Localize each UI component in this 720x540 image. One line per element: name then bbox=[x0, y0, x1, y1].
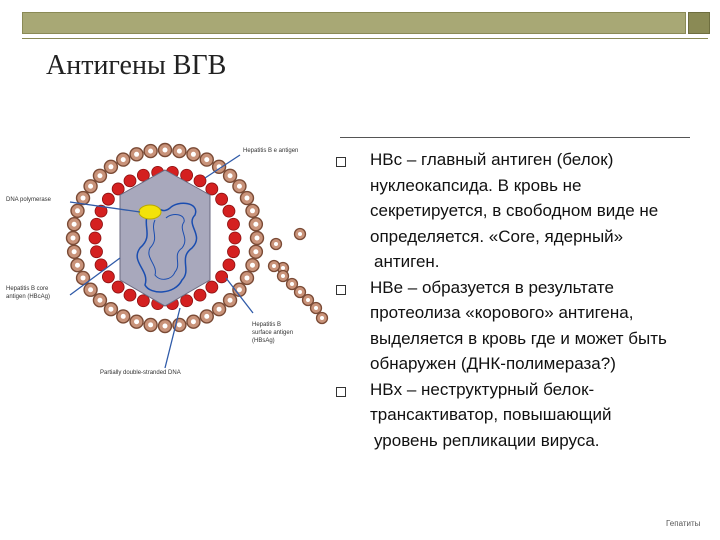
core-protein-bead bbox=[194, 289, 206, 301]
envelope-bead-hole bbox=[148, 322, 153, 327]
surface-antigen-particle-hole bbox=[290, 282, 294, 286]
envelope-bead-hole bbox=[237, 184, 242, 189]
envelope-bead-hole bbox=[75, 263, 80, 268]
top-decor-bar bbox=[22, 12, 686, 34]
envelope-bead-hole bbox=[228, 298, 233, 303]
surface-antigen-particle-hole bbox=[272, 264, 276, 268]
envelope-bead-hole bbox=[250, 263, 255, 268]
envelope-bead-hole bbox=[75, 208, 80, 213]
text-divider bbox=[340, 137, 690, 138]
surface-antigen-particle-hole bbox=[314, 306, 318, 310]
envelope-bead-hole bbox=[81, 196, 86, 201]
envelope-bead-hole bbox=[163, 148, 168, 153]
core-protein-bead bbox=[91, 218, 103, 230]
label-e-antigen: Hepatitis B e antigen bbox=[243, 148, 299, 154]
core-protein-bead bbox=[229, 232, 241, 244]
envelope-bead-hole bbox=[121, 157, 126, 162]
envelope-bead-hole bbox=[191, 319, 196, 324]
bullet-line: обнаружен (ДНК-полимераза?) bbox=[370, 354, 616, 373]
bullet-line: HBx – неструктурный белок- bbox=[370, 379, 595, 399]
envelope-bead-hole bbox=[97, 173, 102, 178]
envelope-bead-hole bbox=[228, 173, 233, 178]
bullet-line: HBe – образуется в результате bbox=[370, 277, 614, 297]
bullet-hbe bbox=[336, 275, 720, 377]
envelope-bead-hole bbox=[88, 184, 93, 189]
top-divider bbox=[22, 38, 708, 39]
envelope-bead-hole bbox=[244, 275, 249, 280]
dna-polymerase-dot bbox=[139, 205, 161, 219]
surface-antigen-particle-hole bbox=[281, 274, 285, 278]
envelope-bead-hole bbox=[177, 149, 182, 154]
bullet-line: трансактиватор, повышающий bbox=[370, 405, 612, 424]
bullet-list bbox=[336, 147, 720, 453]
envelope-bead-hole bbox=[72, 249, 77, 254]
label-surface-antigen-1: Hepatitis B bbox=[252, 322, 282, 328]
surface-antigen-particle-hole bbox=[320, 316, 324, 320]
envelope-bead-hole bbox=[177, 322, 182, 327]
surface-antigen-particle-hole bbox=[306, 298, 310, 302]
label-surface-antigen-3: (HBsAg) bbox=[252, 338, 275, 344]
hbv-virion-diagram bbox=[0, 130, 340, 390]
bullet-box-icon bbox=[336, 387, 346, 397]
envelope-bead-hole bbox=[204, 157, 209, 162]
bullet-line: HBc – главный антиген (белок) bbox=[370, 150, 614, 169]
core-protein-bead bbox=[91, 246, 103, 258]
envelope-bead-hole bbox=[134, 152, 139, 157]
core-protein-bead bbox=[124, 289, 136, 301]
envelope-bead-hole bbox=[72, 222, 77, 227]
envelope-bead-hole bbox=[253, 249, 258, 254]
envelope-bead-hole bbox=[97, 298, 102, 303]
free-surface-antigen-particles bbox=[269, 229, 328, 324]
top-decor-square bbox=[688, 12, 710, 34]
envelope-bead-hole bbox=[253, 222, 258, 227]
envelope-bead-hole bbox=[255, 236, 260, 241]
envelope-bead-hole bbox=[108, 307, 113, 312]
envelope-bead-hole bbox=[81, 275, 86, 280]
bullet-line: протеолиза «корового» антигена, bbox=[370, 303, 634, 322]
envelope-bead-hole bbox=[217, 307, 222, 312]
core-protein-bead bbox=[102, 271, 114, 283]
envelope-bead-hole bbox=[134, 319, 139, 324]
surface-antigen-particle-hole bbox=[298, 290, 302, 294]
surface-antigen-particle-hole bbox=[274, 242, 278, 246]
bullet-line: секретируется, в свободном виде не bbox=[370, 201, 659, 220]
bullet-line: антиген. bbox=[374, 252, 440, 271]
core-protein-bead bbox=[89, 232, 101, 244]
surface-antigen-particle-hole bbox=[281, 266, 285, 270]
label-surface-antigen-2: surface antigen bbox=[252, 330, 294, 336]
bullet-box-icon bbox=[336, 157, 346, 167]
envelope-bead-hole bbox=[121, 314, 126, 319]
bullet-line: определяется. «Core, ядерный» bbox=[370, 226, 624, 246]
core-protein-bead bbox=[112, 281, 124, 293]
label-dna: Partially double-stranded DNA bbox=[100, 370, 181, 376]
bullet-hbc bbox=[336, 147, 720, 275]
label-core-antigen-1: Hepatitis B core bbox=[6, 286, 49, 292]
slide-title: Антигены ВГВ bbox=[46, 50, 227, 81]
envelope-bead-hole bbox=[250, 208, 255, 213]
core-protein-bead bbox=[102, 193, 114, 205]
core-protein-bead bbox=[137, 295, 149, 307]
envelope-bead-hole bbox=[204, 314, 209, 319]
envelope-bead-hole bbox=[244, 196, 249, 201]
label-core-antigen-2: antigen (HBcAg) bbox=[6, 294, 51, 300]
bullet-line: уровень репликации вируса. bbox=[374, 430, 600, 450]
envelope-bead-hole bbox=[163, 324, 168, 329]
bullet-box-icon bbox=[336, 285, 346, 295]
bullet-line: нуклеокапсида. В кровь не bbox=[370, 175, 582, 195]
label-dna-polymerase: DNA polymerase bbox=[6, 197, 52, 203]
bullet-line: выделяется в кровь где и может быть bbox=[370, 328, 667, 348]
bullet-hbx bbox=[336, 377, 720, 454]
core-protein-bead bbox=[216, 193, 228, 205]
core-protein-bead bbox=[227, 246, 239, 258]
envelope-bead-hole bbox=[71, 236, 76, 241]
core-protein-bead bbox=[206, 281, 218, 293]
envelope-bead-hole bbox=[88, 287, 93, 292]
core-protein-bead bbox=[181, 295, 193, 307]
envelope-bead-hole bbox=[191, 152, 196, 157]
core-protein-bead bbox=[216, 271, 228, 283]
slide-footer: Гепатиты bbox=[666, 519, 701, 528]
core-protein-bead bbox=[194, 175, 206, 187]
surface-antigen-particle-hole bbox=[298, 232, 302, 236]
core-protein-bead bbox=[124, 175, 136, 187]
envelope-bead-hole bbox=[237, 287, 242, 292]
core-protein-bead bbox=[223, 205, 235, 217]
envelope-bead-hole bbox=[108, 164, 113, 169]
core-protein-bead bbox=[227, 218, 239, 230]
envelope-bead-hole bbox=[148, 149, 153, 154]
core-protein-bead bbox=[223, 259, 235, 271]
